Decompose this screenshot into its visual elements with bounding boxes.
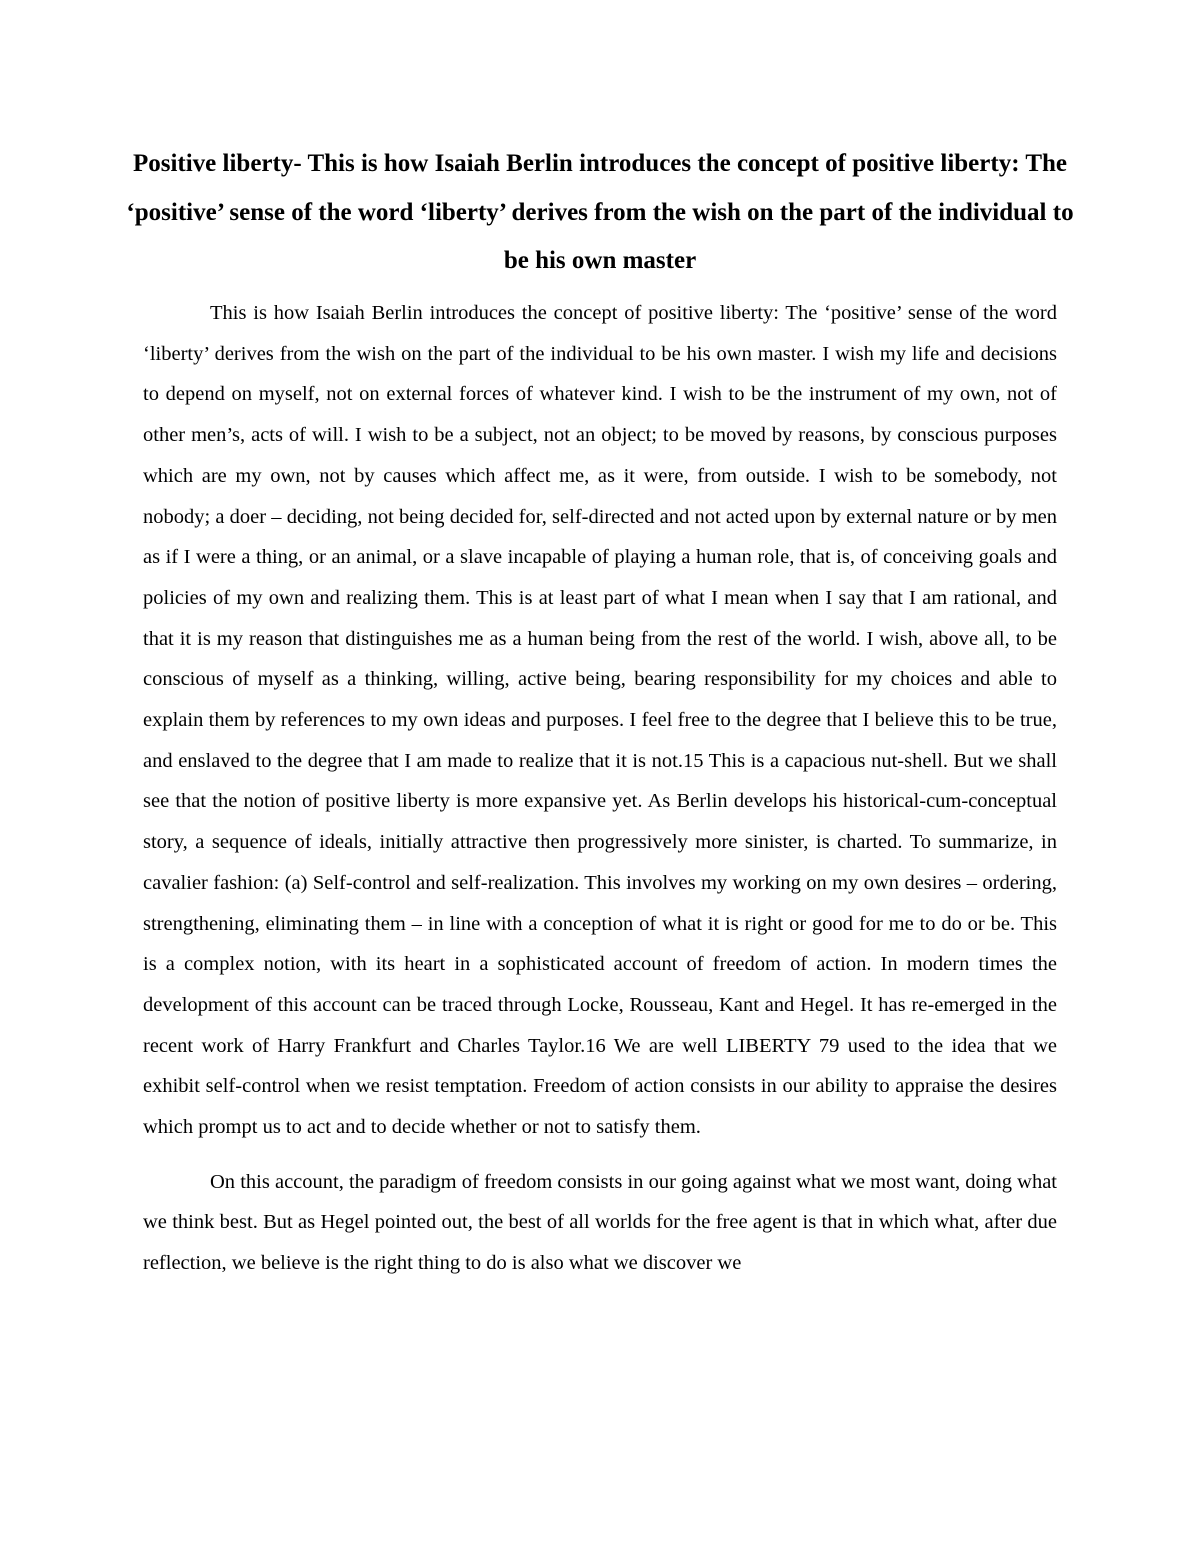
document-body [143,293,1057,1284]
document-title: Positive liberty- This is how Isaiah Berlin introduces the concept of positive liberty: The ‘positive’ sense of the word ‘liberty’ derives from the wish on the part of the individual to be his own master [126,150,1074,274]
body-paragraph-2: On this account, the paradigm of freedom consists in our going against what we most want, doing what we think best. But as Hegel pointed out, the best of all worlds for the free agent is that in which what, after due reflection, we believe is the right thing to do is also what we discover we [143,1170,1057,1275]
body-paragraph-1: This is how Isaiah Berlin introduces the concept of positive liberty: The ‘positive’ sense of the word ‘liberty’ derives from the wish on the part of the individual to be his own master. I wish my life and decisions to depend on myself, not on external forces of whatever kind. I wish to be the instrument of my own, not of other men’s, acts of will. I wish to be a subject, not an object; to be moved by reasons, by conscious purposes which are my own, not by causes which affect me, as it were, from outside. I wish to be somebody, not nobody; a doer – deciding, not being decided for, self-directed and not acted upon by external nature or by men as if I were a thing, or an animal, or a slave incapable of playing a human role, that is, of conceiving goals and policies of my own and realizing them. This is at least part of what I mean when I say that I am rational, and that it is my reason that distinguishes me as a human being from the rest of the world. I wish, above all, to be conscious of myself as a thinking, willing, active being, bearing responsibility for my choices and able to explain them by references to my own ideas and purposes. I feel free to the degree that I believe this to be true, and enslaved to the degree that I am made to realize that it is not.15 This is a capacious nut-shell. But we shall see that the notion of positive liberty is more expansive yet. As Berlin develops his historical-cum-conceptual story, a sequence of ideals, initially attractive then progressively more sinister, is charted. To summarize, in cavalier fashion: (a) Self-control and self-realization. This involves my working on my own desires – ordering, strengthening, eliminating them – in line with a conception of what it is right or good for me to do or be. This is a complex notion, with its heart in a sophisticated account of freedom of action. In modern times the development of this account can be traced through Locke, Rousseau, Kant and Hegel. It has re-emerged in the recent work of Harry Frankfurt and Charles Taylor.16 We are well LIBERTY 79 used to the idea that we exhibit self-control when we resist temptation. Freedom of action consists in our ability to appraise the desires which prompt us to act and to decide whether or not to satisfy them. [143,302,1057,1139]
